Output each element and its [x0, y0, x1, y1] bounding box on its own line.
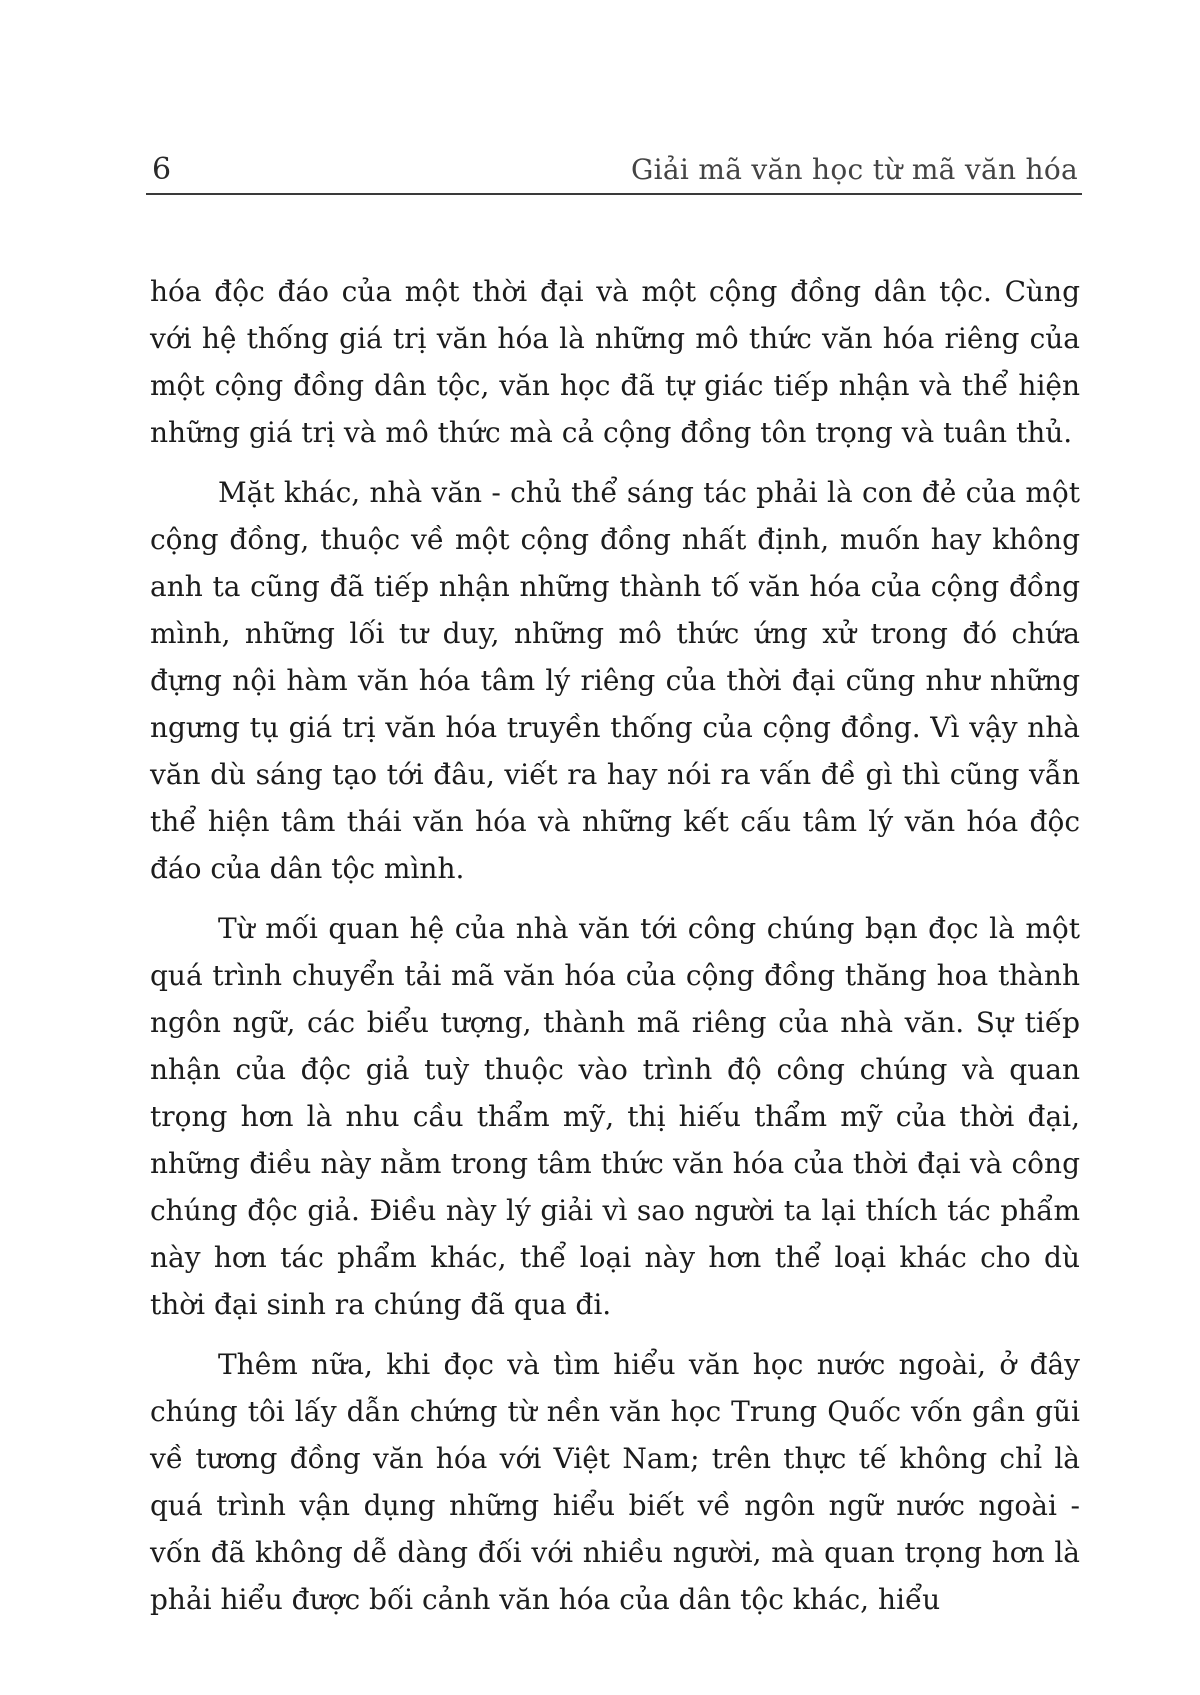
page-number: 6 — [152, 152, 172, 187]
body-text — [150, 268, 1080, 1636]
running-title: Giải mã văn học từ mã văn hóa — [631, 153, 1078, 186]
paragraph: Mặt khác, nhà văn - chủ thể sáng tác phải là con đẻ của một cộng đồng, thuộc về một cộng đồng nhất định, muốn hay không anh ta cũng đã tiếp nhận những thành tố văn hóa của cộng đồng mình, những lối tư duy, những mô thức ứng xử trong đó chứa đựng nội hàm văn hóa tâm lý riêng của thời đại cũng như những ngưng tụ giá trị văn hóa truyền thống của cộng đồng. Vì vậy nhà văn dù sáng tạo tới đâu, viết ra hay nói ra vấn đề gì thì cũng vẫn thể hiện tâm thái văn hóa và những kết cấu tâm lý văn hóa độc đáo của dân tộc mình. — [150, 476, 1080, 885]
paragraph: Thêm nữa, khi đọc và tìm hiểu văn học nước ngoài, ở đây chúng tôi lấy dẫn chứng từ nền văn học Trung Quốc vốn gần gũi về tương đồng văn hóa với Việt Nam; trên thực tế không chỉ là quá trình vận dụng những hiểu biết về ngôn ngữ nước ngoài - vốn đã không dễ dàng đối với nhiều người, mà quan trọng hơn là phải hiểu được bối cảnh văn hóa của dân tộc khác, hiểu — [150, 1348, 1080, 1616]
running-header — [152, 150, 1078, 190]
header-divider — [146, 193, 1082, 195]
paragraph: Từ mối quan hệ của nhà văn tới công chúng bạn đọc là một quá trình chuyển tải mã văn hóa của cộng đồng thăng hoa thành ngôn ngữ, các biểu tượng, thành mã riêng của nhà văn. Sự tiếp nhận của độc giả tuỳ thuộc vào trình độ công chúng và quan trọng hơn là nhu cầu thẩm mỹ, thị hiếu thẩm mỹ của thời đại, những điều này nằm trong tâm thức văn hóa của thời đại và công chúng độc giả. Điều này lý giải vì sao người ta lại thích tác phẩm này hơn tác phẩm khác, thể loại này hơn thể loại khác cho dù thời đại sinh ra chúng đã qua đi. — [150, 912, 1080, 1321]
paragraph-continuation: hóa độc đáo của một thời đại và một cộng đồng dân tộc. Cùng với hệ thống giá trị văn hóa là những mô thức văn hóa riêng của một cộng đồng dân tộc, văn học đã tự giác tiếp nhận và thể hiện những giá trị và mô thức mà cả cộng đồng tôn trọng và tuân thủ. — [150, 275, 1080, 449]
